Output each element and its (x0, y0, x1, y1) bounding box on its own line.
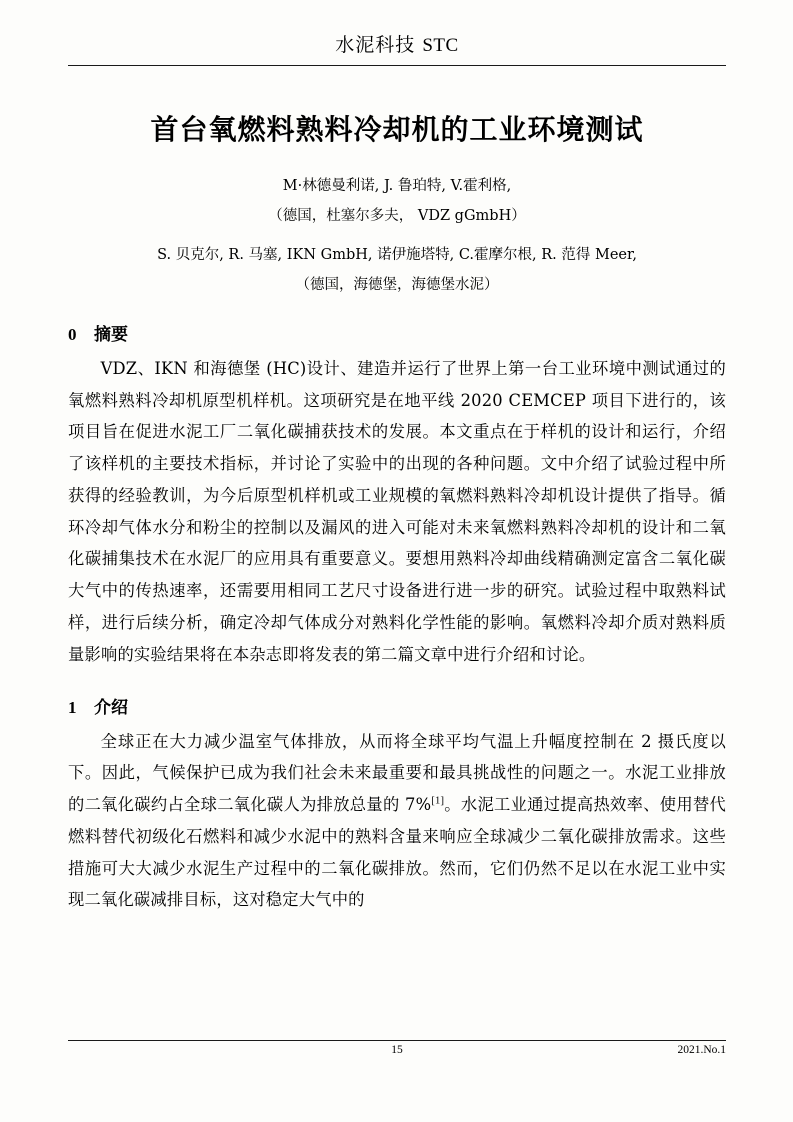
citation-marker: [1] (431, 795, 445, 807)
affiliation-1: （德国，杜塞尔多夫， VDZ gGmbH） (268, 207, 526, 224)
section-title-0: 摘要 (94, 324, 128, 345)
abstract-paragraph: VDZ、IKN 和海德堡 (HC)设计、建造并运行了世界上第一台工业环境中测试通过的氧燃料熟料冷却机原型机样机。这项研究是在地平线 2020 CEMCEP 项目下进行的，该项目旨在促进水泥工厂二氧化碳捕获技术的发展。本文重点在于样机的设计和运行，介绍了该样机的主要技术指标，并讨论了实验中的出现的各种问题。文中介绍了试验过程中所获得的经验教训，为今后原型机样机或工业规模的氧燃料熟料冷却机设计提供了指导。循环冷却气体水分和粉尘的控制以及漏风的进入可能对未来氧燃料熟料冷却机的设计和二氧化碳捕集技术在水泥厂的应用具有重要意义。要想用熟料冷却曲线精确测定富含二氧化碳大气中的传热速率，还需要用相同工艺尺寸设备进行进一步的研究。试验过程中取熟料试样，进行后续分析，确定冷却气体成分对熟料化学性能的影响。氧燃料冷却介质对熟料质量影响的实验结果将在本杂志即将发表的第二篇文章中进行介绍和讨论。 (68, 358, 726, 664)
author-group-1-line-1: M·林德曼利诺, J. 鲁珀特, V.霍利格, (282, 178, 512, 195)
header-rule (68, 65, 726, 66)
running-head (68, 30, 726, 65)
footer-row (68, 1044, 726, 1056)
page-content (68, 30, 726, 918)
section-heading-abstract (68, 320, 726, 345)
footer-rule (68, 1040, 726, 1041)
running-head-journal-abbr: STC (422, 35, 459, 56)
page-footer (68, 1040, 726, 1056)
running-head-journal-cn: 水泥科技 (335, 34, 416, 56)
section-number-0: 0 (68, 324, 77, 344)
author-group-2-line-1: S. 贝克尔, R. 马塞, IKN GmbH, 诺伊施塔特, C.霍摩尔根, R. 范得 Meer, (157, 247, 637, 264)
page-title: 首台氧燃料熟料冷却机的工业环境测试 (150, 113, 644, 146)
section-number-1: 1 (68, 697, 77, 717)
section-title-1: 介绍 (94, 697, 128, 718)
affiliation-2: （德国，海德堡，海德堡水泥） (295, 276, 499, 293)
intro-paragraph (68, 726, 726, 917)
footer-page-number: 15 (391, 1044, 403, 1056)
intro-text-part-1: 全球正在大力减少温室气体排放，从而将全球平均气温上升幅度控制在 2 摄氏度以下。因此，气候保护已成为我们社会未来最重要和最具挑战性的问题之一。水泥工业排放的二氧化碳约占全球二氧化碳人为排放总量的 7% (68, 731, 726, 815)
intro-text-part-2: 。水泥工业通过提高热效率、使用替代燃料替代初级化石燃料和减少水泥中的熟料含量来响应全球减少二氧化碳排放需求。这些措施可大大减少水泥生产过程中的二氧化碳排放。然而，它们仍然不足以在水泥工业中实现二氧化碳减排目标，这对稳定大气中的 (68, 795, 726, 910)
section-heading-introduction (68, 693, 726, 718)
footer-issue: 2021.No.1 (677, 1044, 726, 1056)
